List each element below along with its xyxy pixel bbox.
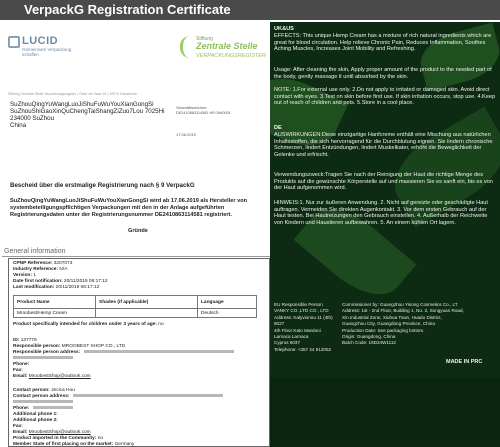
made-in-label: MADE IN PRC [446, 359, 483, 365]
letter-subject: Bescheid über die erstmalige Registrierung nach § 9 VerpackG [10, 182, 195, 189]
effects-text: EFFECTS: This unique Hemp Cream has a mixture of rich natural ingredients which are great for blood circulation. Help relieve Chronic Pain, Reduces Inflammation, Soothes Aching Muscles, Increases Joint Mobility and Refreshing. [274, 33, 492, 53]
fax-row: Fax: [13, 368, 23, 373]
table-header-row: Product Name Shades (if applicable) Language [14, 296, 257, 309]
de-note-text: HINWEIS:1. Nur zur äußeren Anwendung. 2. Nicht auf gereizte oder geschädigte Haut auftragen. Vermeiden Sie direkten Augenkontakt. 3. Vor dem ersten Gebrauch auf der Haut testen. Bei Hautreizungen den Gebrauch einstellen. 4. Außerhalb der Reichweite von Kindern und Haustieren aufbewahren. 5. An einem kühlen Ort lagern. [274, 200, 488, 226]
product-table [13, 295, 257, 318]
cpnp-row: CPNP Reference: 3207073 [13, 261, 73, 266]
letter-date: 17.06.2019 [176, 132, 197, 137]
id-row: ID: 137776 [13, 338, 37, 343]
reference-block: Geschäftszeichen: DE2410863114581 HR:19#0001 [176, 106, 231, 115]
note-text: NOTE: 1.For external use only. 2.Do not apply to irritated or damaged skin. Avoid direct contact with eyes. 3.Test on skin before first use. If skin irritation occurs, stop use. 4.Keep out of reach of children and pets. 5.Store in a cool place. [274, 87, 496, 107]
additional-phone2-row: Additional phone 2: [13, 418, 58, 423]
redacted-text [84, 350, 234, 353]
general-info-heading: General information [2, 248, 270, 257]
table-row: Mroobest/Hemp Cream Deutsch [14, 309, 257, 318]
de-usage-text: Verwendungszweck:Tragen Sie nach der Reinigung der Haut die richtige Menge des Produkts auf die gewünschte Körperstelle auf und massieren Sie es sanft ein, bis es von der Haut aufgenommen wird. [274, 172, 493, 192]
version-row: Version: 1 [13, 273, 36, 278]
responsible-person-row: Responsible person: MROOBEST SHOP CO., LTD [13, 344, 126, 349]
window-title: VerpackG Registration Certificate [24, 2, 231, 17]
phone-row: Phone: [13, 362, 30, 367]
de-effects-text: AUSWIRKUNGEN:Diese einzigartige Hanfcreme enthält eine Mischung aus natürlichen Inhaltsstoffen, die sich hervorragend für die Durchblutung eignen. Sie lindern chronische Schmerzen, lindert Entzündungen, lindert Muskelkater, erhöht die Beweglichkeit der Gelenke und erfrischt. [274, 132, 493, 158]
zsvr-logo: Stiftung Zentrale Stelle VERPACKUNGSREGISTER [180, 36, 268, 68]
letter-body: SuZhouQingYuWangLuoJiShuFuWuYouXianGongSi wird ab 17.06.2019 als Hersteller von systembeteiligungspflichtigen Verpackungen mit den in der Anlage aufgeführten Registrierungsdaten unter der Registrierungsnummer DE2410863114581 registriert. [10, 198, 248, 219]
usage-text: Usage: After cleaning the skin, Apply proper amount of the product to the needed part of the body, gently massage it until absorbed by the skin. [274, 67, 492, 80]
lucid-logo: LUCID Gemeinsam Verpackung schaffen [8, 36, 70, 68]
registration-document [2, 22, 270, 447]
member-state-row: Member State of first placing on the market: Germany [13, 442, 135, 447]
first-notification-row: Date first notification: 20/11/2019 06:17:12 [13, 279, 108, 284]
email-row: Email: MroobestShop@outlook.com [13, 374, 91, 379]
sender-line: Stiftung Zentrale Stelle Verpackungsregister | Öwer de Hase 18 | 49074 Osnabrück [8, 92, 137, 96]
recipient-address: SuZhouQingYuWangLuoJiShuFuWuYouXianGongSi SuZhouShiGaoXinQuChengTaiShangZiZuo7Lou 7025Hi 234000 SuZhou China [10, 101, 165, 129]
label-bottom-panel [270, 377, 500, 447]
additional-phone1-row: Additional phone 1: [13, 412, 58, 417]
lucid-mark-icon [8, 36, 20, 48]
zsvr-swoosh-icon [180, 36, 196, 58]
imported-row: Product imported in the Community: no [13, 436, 104, 441]
contact-address-row: Contact person address: [13, 394, 223, 400]
eu-responsible-block: EU Responsible Person VANKY CO.,LTD CO., LTD Address: Kalyvionou 11 (4th) 8027 4th Floor Kato Mardoni Larnaca Larnaca Cyprus 6037 Telephone: +357 24 812052 [274, 302, 333, 352]
contact-person-row: Contact person: Jecica Hou [13, 388, 75, 393]
industry-row: Industry Reference: N/A [13, 267, 68, 272]
uk-us-heading: UK&US [274, 26, 294, 32]
window-titlebar [0, 0, 500, 20]
fax2-row: Fax: [13, 424, 23, 429]
manufacturer-block: Commissioner by: Guangzhou Yisong Cosmetics Co., LT Address: 1st - 2nd Floor, Building 1, No. 3, Songyuan Road, Xin Industrial Zone, Xiuhua Town, Huadu District, Guangzhou City, Guangdong Province, China Production Date: See packaging bottom. Origin: Guangdong, China Batch Code: 19D24W1112 [342, 302, 464, 346]
children-row: Product specifically intended for children under 3 years of age: no [13, 322, 164, 327]
de-heading: DE [274, 125, 282, 131]
gruende-heading: Gründe [128, 228, 148, 234]
responsible-address-row: Responsible person address: [13, 350, 234, 356]
last-modification-row: Last modification: 20/11/2019 06:17:12 [13, 285, 100, 290]
general-info-box [8, 258, 270, 447]
email2-row: Email: MroobestShop@outlook.com [13, 430, 91, 435]
product-label-image [270, 22, 500, 447]
phone2-row: Phone: [13, 406, 73, 412]
